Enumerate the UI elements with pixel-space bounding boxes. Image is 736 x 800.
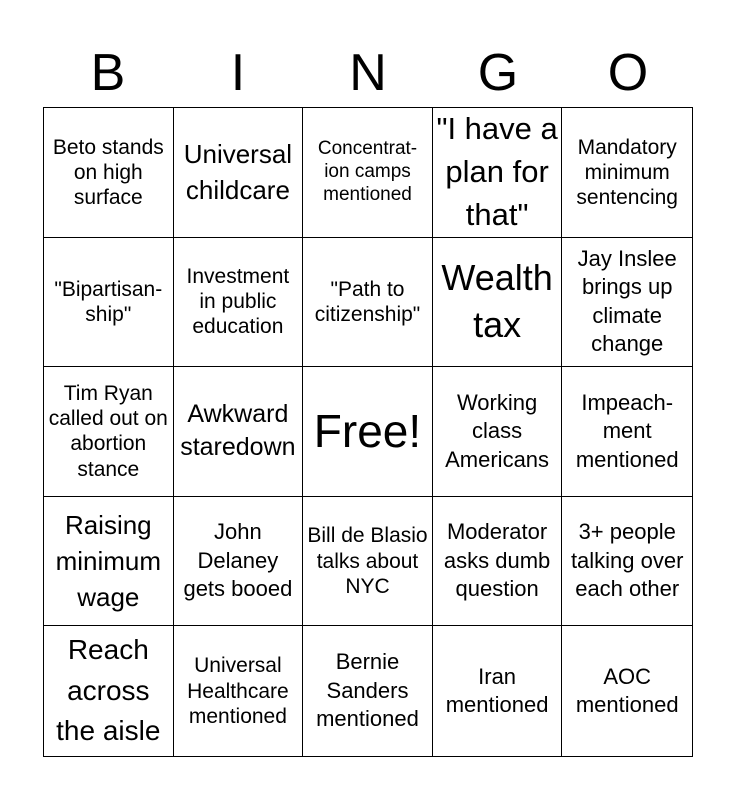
cell-text: Impeach-ment mentioned [575, 389, 679, 472]
bingo-cell-r4c4[interactable] [433, 497, 563, 627]
cell-text: Raising minimum wage [55, 509, 162, 613]
cell-text: Working class Americans [445, 389, 550, 472]
header-letter-b: B [90, 44, 126, 102]
cell-text: Reach across the aisle [56, 634, 161, 747]
header-letter-i: I [230, 44, 246, 102]
cell-text: John Delaney gets booed [183, 519, 293, 602]
cell-text: "Path to citizenship" [314, 277, 421, 326]
cell-text: Bernie Sanders mentioned [316, 649, 419, 732]
bingo-cell-r5c3[interactable] [303, 626, 433, 756]
bingo-cell-r5c5[interactable] [562, 626, 692, 756]
cell-text: Investment in public education [186, 265, 290, 339]
free-space: Free! [313, 405, 422, 458]
bingo-cell-r1c3[interactable] [303, 108, 433, 238]
bingo-cell-r5c4[interactable] [433, 626, 563, 756]
bingo-cell-r3c4[interactable] [433, 367, 563, 497]
header-letter-n: N [349, 44, 387, 102]
cell-text: 3+ people talking over each other [570, 519, 684, 602]
bingo-cell-r1c4[interactable] [433, 108, 563, 238]
cell-text: Mandatory minimum sentencing [576, 135, 678, 209]
bingo-cell-r4c5[interactable] [562, 497, 692, 627]
bingo-cell-r2c4[interactable] [433, 238, 563, 368]
bingo-cell-r4c2[interactable] [174, 497, 304, 627]
cell-text: Awkward staredown [180, 399, 296, 462]
bingo-cell-r1c1[interactable] [44, 108, 174, 238]
bingo-cell-r3c2[interactable] [174, 367, 304, 497]
cell-text: "I have a plan for that" [436, 111, 558, 232]
cell-text: Concentrat-ion camps mentioned [317, 138, 418, 205]
bingo-cell-r4c3[interactable] [303, 497, 433, 627]
cell-text: Bill de Blasio talks about NYC [307, 524, 428, 598]
header-letter-g: G [477, 44, 519, 102]
bingo-cell-r5c1[interactable] [44, 626, 174, 756]
bingo-header [43, 42, 693, 104]
cell-text: Beto stands on high surface [52, 135, 164, 209]
bingo-cell-r3c3[interactable] [303, 367, 433, 497]
cell-text: AOC mentioned [575, 663, 679, 718]
bingo-cell-r3c5[interactable] [562, 367, 692, 497]
bingo-cell-r2c3[interactable] [303, 238, 433, 368]
bingo-cell-r1c2[interactable] [174, 108, 304, 238]
cell-text: "Bipartisan-ship" [54, 277, 163, 326]
bingo-board [43, 107, 693, 757]
bingo-cell-r3c1[interactable] [44, 367, 174, 497]
cell-text: Wealth tax [441, 257, 553, 345]
header-letter-o: O [607, 44, 649, 102]
bingo-cell-r1c5[interactable] [562, 108, 692, 238]
cell-text: Iran mentioned [445, 663, 549, 718]
bingo-cell-r4c1[interactable] [44, 497, 174, 627]
cell-text: Universal Healthcare mentioned [187, 654, 289, 728]
bingo-cell-r2c5[interactable] [562, 238, 692, 368]
cell-text: Moderator asks dumb question [443, 519, 551, 602]
cell-text: Universal childcare [183, 138, 293, 206]
bingo-cell-r2c2[interactable] [174, 238, 304, 368]
bingo-cell-r5c2[interactable] [174, 626, 304, 756]
cell-text: Tim Ryan called out on abortion stance [48, 382, 168, 481]
bingo-cell-r2c1[interactable] [44, 238, 174, 368]
cell-text: Jay Inslee brings up climate change [577, 245, 677, 357]
